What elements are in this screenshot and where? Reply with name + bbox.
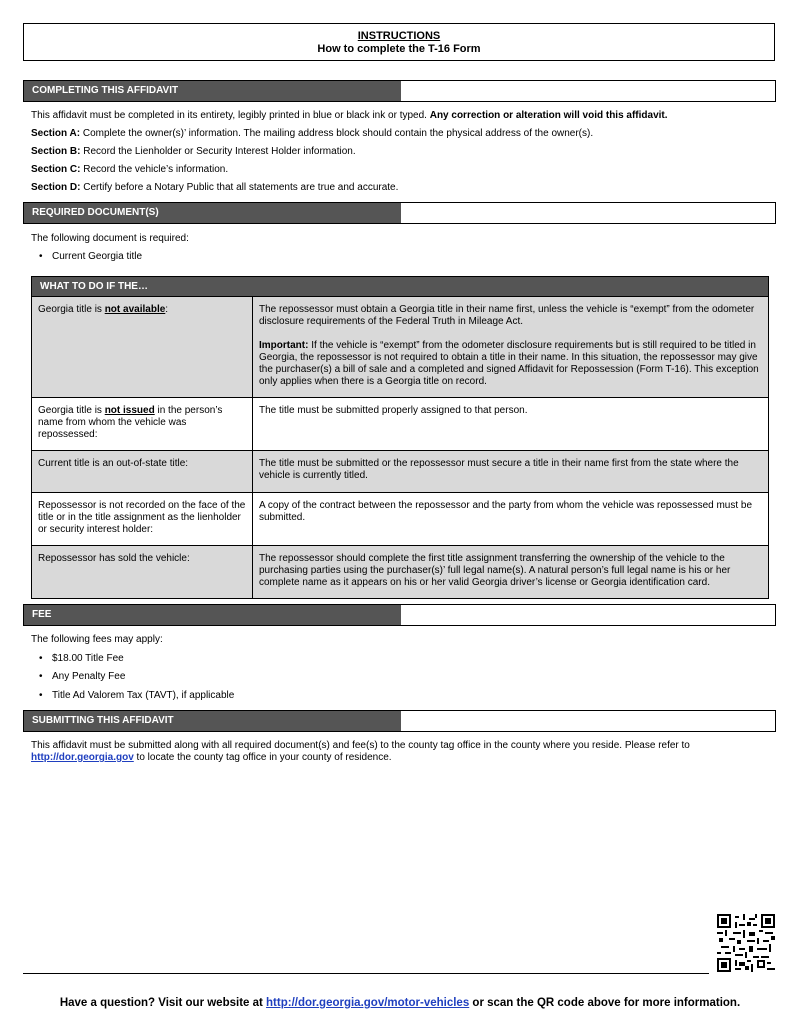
section-c-line: Section C: Record the vehicle’s information. xyxy=(31,164,229,175)
what-to-do-header: WHAT TO DO IF THE… xyxy=(32,277,768,296)
table-row xyxy=(32,545,768,598)
fee-intro: The following fees may apply: xyxy=(31,634,163,645)
table-row xyxy=(32,450,768,492)
important-label: Important: xyxy=(259,340,309,351)
fee-section-header xyxy=(23,604,776,626)
title-box xyxy=(23,23,775,61)
submitting-section-header xyxy=(23,710,776,732)
section-b-line: Section B: Record the Lienholder or Security Interest Holder information. xyxy=(31,146,356,157)
condition-cell: Georgia title is not issued in the person’s name from whom the vehicle was repossessed: xyxy=(32,398,253,450)
submitting-text: This affidavit must be submitted along with all required document(s) and fee(s) to the county tag office in the county where you reside. Please refer to http://dor.georgia.gov to locate the county tag office in your county of residence. xyxy=(31,740,690,763)
title-heading: INSTRUCTIONS xyxy=(357,30,441,42)
fee-header-label: FEE xyxy=(24,605,401,625)
footer-text: Have a question? Visit our website at http://dor.georgia.gov/motor-vehicles or scan the QR code above for more information. xyxy=(59,997,741,1009)
required-section-header xyxy=(23,202,776,224)
fee-item: • $18.00 Title Fee xyxy=(40,653,124,665)
condition-cell: Repossessor is not recorded on the face of the title or in the title assignment as the lienholder or security interest holder: xyxy=(32,493,253,545)
completing-header-label: COMPLETING THIS AFFIDAVIT xyxy=(24,81,401,101)
completing-intro: This affidavit must be completed in its entirety, legibly printed in blue or black ink or typed. Any correction or alteration will void this affidavit. xyxy=(31,110,668,121)
action-cell: A copy of the contract between the repossessor and the party from whom the vehicle was repossessed must be submitted. xyxy=(259,500,753,523)
required-item: • Current Georgia title xyxy=(40,251,142,263)
what-to-do-table xyxy=(31,276,769,599)
fee-item: • Any Penalty Fee xyxy=(40,671,125,683)
dor-link[interactable]: http://dor.georgia.gov xyxy=(31,752,134,763)
condition-cell: Georgia title is not available: xyxy=(32,297,253,397)
required-header-label: REQUIRED DOCUMENT(S) xyxy=(24,203,401,223)
submitting-header-label: SUBMITTING THIS AFFIDAVIT xyxy=(24,711,401,731)
motor-vehicles-link[interactable]: http://dor.georgia.gov/motor-vehicles xyxy=(266,997,470,1009)
table-row xyxy=(32,397,768,450)
section-a-line: Section A: Complete the owner(s)’ information. The mailing address block should contain the physical address of the owner(s). xyxy=(31,128,594,139)
completing-section-header xyxy=(23,80,776,102)
action-cell: The repossessor should complete the first title assignment transferring the ownership of the vehicle to the purchasing parties using the purchaser(s)’ full legal name(s). A natural person’s full legal name is his or her complete name as it appears on his or her valid Georgia driver’s license or Georgia identification card. xyxy=(259,553,731,588)
section-d-line: Section D: Certify before a Notary Public that all statements are true and accurate. xyxy=(31,182,399,193)
footer-divider xyxy=(23,973,709,974)
action-cell: The repossessor must obtain a Georgia title in their name first, unless the vehicle is “exempt” from the odometer disclosure requirements of the Federal Truth in Mileage Act. Important: If the vehicle is “exempt” from the odometer disclosure requirements but is still required to be titled in Georgia, the repossessor is not required to obtain a title in their name. In this situation, the repossessor may give the purchaser(s) a bill of sale and a completed and signed Affidavit for Repossession (Form T-16). This exception only applies when there is a Georgia title on record. xyxy=(259,304,759,387)
table-row xyxy=(32,492,768,545)
condition-cell: Current title is an out-of-state title: xyxy=(32,451,253,492)
fee-item: • Title Ad Valorem Tax (TAVT), if applicable xyxy=(40,690,234,702)
required-intro: The following document is required: xyxy=(31,233,189,244)
void-warning: Any correction or alteration will void this affidavit. xyxy=(429,110,668,121)
qr-code-icon xyxy=(717,914,775,972)
action-cell: The title must be submitted properly assigned to that person. xyxy=(259,405,528,416)
title-subheading: How to complete the T-16 Form xyxy=(317,43,481,55)
table-row xyxy=(32,296,768,397)
condition-cell: Repossessor has sold the vehicle: xyxy=(32,546,253,598)
action-cell: The title must be submitted or the repossessor must secure a title in their name first from the state where the vehicle is currently titled. xyxy=(259,458,739,481)
